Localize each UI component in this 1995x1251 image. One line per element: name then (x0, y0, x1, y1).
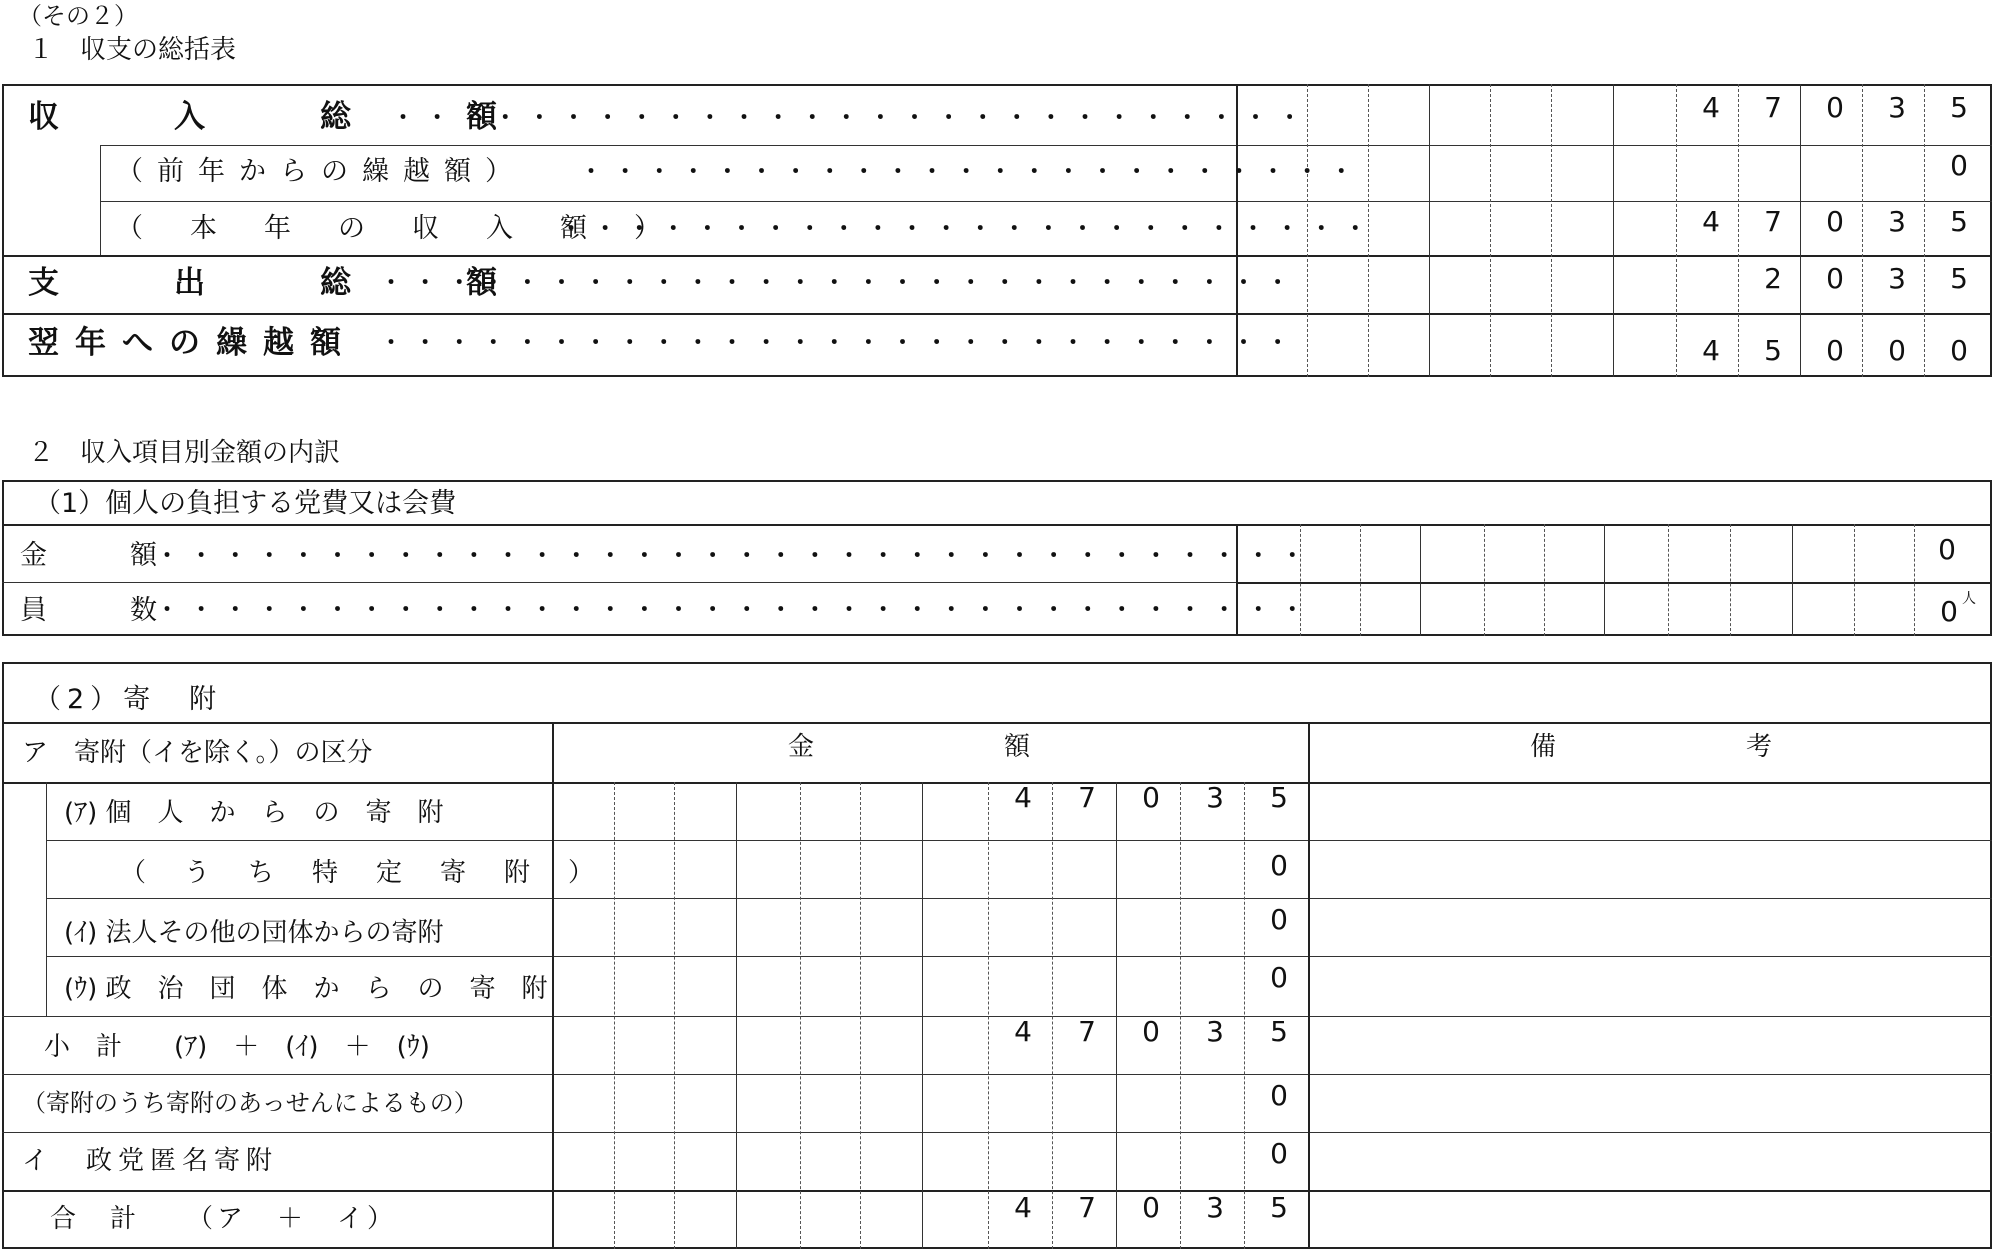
amount-value: 0 (1938, 533, 1956, 566)
table-row-label: (ｲ) 法人その他の団体からの寄附 (64, 918, 444, 948)
members-value: 0 (1940, 595, 1958, 628)
table-row-value: 0 (1270, 1137, 1288, 1170)
summary-row-label: 収 入 総 額 (28, 99, 539, 135)
table-row-label: 合 計 （ア ＋ イ） (50, 1204, 398, 1234)
table-row-label: (ｱ) 個 人 か ら の 寄 附 (64, 798, 444, 828)
membership-table: （1）個人の負担する党費又は会費 金 額 ・・・・・・・・・・・・・・・・・・・・・・・・・・・・・・・・・・ 0 員 数 ・・・・・・・・・・・・・・・・・・・・・・・・・・・・・・・・・・ 0 人 (0, 0, 1995, 640)
summary-row-label: （前年からの繰越額） (116, 156, 526, 187)
table-row-label: （ う ち 特 定 寄 附 ） (120, 858, 601, 888)
donations-table: （2）寄 附 ア 寄附（イを除く。）の区分 金 額 備 考 (ｱ) 個 人 か ら の 寄 附 4 7 0 3 5 （ う ち 特 定 寄 附 ） 0 (ｲ) 法人その他の団体からの寄附 0 (ｳ) 政 治 団 体 か ら の 寄 附 0 小 計 (ｱ) ＋ (ｲ) ＋ (ｳ) 4 7 0 3 5 （寄附のうち寄附のあっせんによるもの） 0 イ 政党匿名寄附 0 合 計 （ア ＋ イ） 4 7 0 3 5 (0, 0, 1995, 1251)
donations-title: （2）寄 附 (34, 684, 223, 715)
section2-title: ２ 収入項目別金額の内訳 (28, 438, 341, 468)
membership-title: （1）個人の負担する党費又は会費 (34, 488, 457, 519)
column-header-remarks: 備 考 (1530, 732, 1783, 762)
members-unit: 人 (1962, 591, 1976, 607)
table-row-label: (ｳ) 政 治 団 体 か ら の 寄 附 (64, 974, 548, 1004)
table-row-value: 0 (1270, 903, 1288, 936)
table-row-label: 小 計 (ｱ) ＋ (ｲ) ＋ (ｳ) (44, 1032, 430, 1062)
section1-title: １ 収支の総括表 (28, 35, 237, 65)
members-label: 員 数 (20, 595, 185, 626)
summary-row-label: （ 本 年 の 収 入 額 ） (116, 213, 671, 244)
table-row-value: 0 (1270, 849, 1288, 882)
table-row-value: 0 (1270, 1079, 1288, 1112)
table-row-label: イ 政党匿名寄附 (22, 1146, 279, 1176)
summary-row-label: 支 出 総 額 (28, 265, 539, 301)
summary-row-label: 翌年への繰越額 (28, 325, 357, 361)
column-header-amount: 金 額 (788, 732, 1041, 762)
part-label: （その２） (18, 2, 138, 30)
table-row-label: （寄附のうち寄附のあっせんによるもの） (22, 1089, 478, 1117)
table-row-value: 0 (1270, 961, 1288, 994)
summary-table: 収 入 総 額 ・・・・・・・・・・・・・・・・・・・・・・・・・・・ 4 7 0 3 5 （前年からの繰越額） ・・・・・・・・・・・・・・・・・・・・・・・ 0 （ 本 年 の 収 入 額 ） ・・・・・・・・・・・・・・・・・・・・・・・・ 4 7 0 3 5 支 出 総 額 ・・・・・・・・・・・・・・・・・・・・・・・・・・・ 2 0 3 5 翌年への繰越額 ・・・・・・・・・・・・・・・・・・・・・・・・・・・ 4 5 0 0 0 (0, 0, 1995, 380)
amount-label: 金 額 (20, 540, 185, 571)
column-header-category: ア 寄附（イを除く。）の区分 (22, 738, 373, 768)
